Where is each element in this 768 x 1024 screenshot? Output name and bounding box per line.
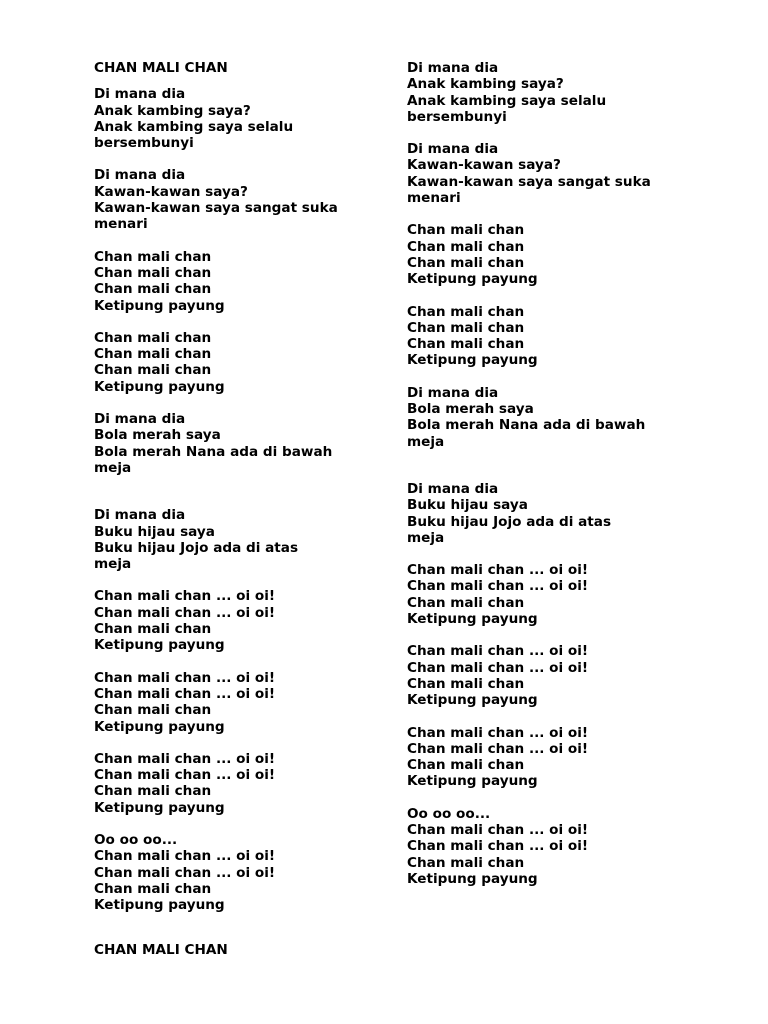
lyric-line: Di mana dia bbox=[407, 141, 499, 158]
lyric-line: Chan mali chan ... oi oi! bbox=[407, 724, 589, 741]
lyric-line: Chan mali chan ... oi oi! bbox=[94, 767, 276, 784]
lyric-line: Chan mali chan bbox=[407, 675, 525, 692]
lyric-line: Chan mali chan ... oi oi! bbox=[94, 669, 276, 686]
lyric-line: Ketipung payung bbox=[407, 611, 538, 628]
left-column bbox=[94, 60, 384, 929]
stanza bbox=[94, 86, 384, 151]
lyric-line: Chan mali chan bbox=[94, 329, 212, 346]
lyric-line: Chan mali chan bbox=[94, 346, 212, 363]
lyric-line: Di mana dia bbox=[94, 507, 186, 524]
lyric-line: Ketipung payung bbox=[407, 271, 538, 288]
lyric-line: Kawan-kawan saya? bbox=[407, 157, 561, 174]
lyric-line: Ketipung payung bbox=[94, 637, 225, 654]
lyric-line: Chan mali chan ... oi oi! bbox=[407, 659, 589, 676]
stanza bbox=[94, 167, 384, 232]
lyric-line: meja bbox=[94, 556, 132, 573]
stanza bbox=[407, 222, 707, 287]
lyric-line: Chan mali chan bbox=[94, 248, 212, 265]
lyric-line: Chan mali chan ... oi oi! bbox=[94, 685, 276, 702]
stanza bbox=[94, 832, 384, 913]
lyric-line: Chan mali chan ... oi oi! bbox=[94, 604, 276, 621]
lyric-line: menari bbox=[407, 190, 461, 207]
stanza bbox=[94, 249, 384, 314]
lyric-line: Oo oo oo... bbox=[94, 831, 178, 848]
lyric-line: Oo oo oo... bbox=[407, 805, 491, 822]
stanza bbox=[94, 507, 384, 572]
lyric-line: Kawan-kawan saya sangat suka bbox=[94, 200, 338, 217]
stanza bbox=[407, 725, 707, 790]
lyric-line: Buku hijau saya bbox=[407, 497, 528, 514]
left-stanza-list bbox=[94, 86, 384, 913]
song-title-footer: CHAN MALI CHAN bbox=[94, 942, 228, 958]
lyric-line: Bola merah Nana ada di bawah bbox=[94, 443, 333, 460]
lyric-line: Chan mali chan bbox=[407, 303, 525, 320]
lyric-line: Chan mali chan ... oi oi! bbox=[94, 750, 276, 767]
lyric-line: Chan mali chan bbox=[94, 702, 212, 719]
lyric-line: Ketipung payung bbox=[94, 897, 225, 914]
lyric-line: Chan mali chan bbox=[94, 621, 212, 638]
stanza bbox=[407, 304, 707, 369]
lyric-line: Bola merah saya bbox=[407, 401, 534, 418]
lyric-line: Di mana dia bbox=[94, 86, 186, 103]
lyric-line: meja bbox=[407, 433, 445, 450]
lyric-line: Ketipung payung bbox=[94, 378, 225, 395]
right-column bbox=[407, 60, 707, 903]
lyric-line: Chan mali chan ... oi oi! bbox=[94, 848, 276, 865]
lyric-line: Anak kambing saya selalu bbox=[407, 92, 607, 109]
lyric-line: Chan mali chan ... oi oi! bbox=[94, 588, 276, 605]
stanza bbox=[94, 588, 384, 653]
stanza bbox=[407, 141, 707, 206]
lyric-line: bersembunyi bbox=[407, 108, 507, 125]
lyric-line: Chan mali chan bbox=[407, 238, 525, 255]
lyric-line: Ketipung payung bbox=[94, 799, 225, 816]
right-stanza-list bbox=[407, 60, 707, 887]
stanza bbox=[94, 411, 384, 476]
lyric-line: Chan mali chan ... oi oi! bbox=[94, 864, 276, 881]
lyric-line: Chan mali chan bbox=[407, 594, 525, 611]
lyric-line: Di mana dia bbox=[407, 60, 499, 76]
stanza bbox=[407, 643, 707, 708]
lyric-line: Chan mali chan ... oi oi! bbox=[407, 562, 589, 579]
lyric-line: Chan mali chan bbox=[94, 783, 212, 800]
lyric-line: Anak kambing saya? bbox=[407, 76, 564, 93]
lyric-line: Chan mali chan bbox=[407, 336, 525, 353]
lyric-line: Chan mali chan bbox=[94, 264, 212, 281]
lyric-line: Bola merah saya bbox=[94, 427, 221, 444]
lyric-line: Buku hijau saya bbox=[94, 523, 215, 540]
stanza bbox=[407, 562, 707, 627]
lyric-line: meja bbox=[407, 529, 445, 546]
lyric-line: Chan mali chan bbox=[407, 319, 525, 336]
lyric-line: Chan mali chan bbox=[407, 222, 525, 239]
lyric-line: Chan mali chan ... oi oi! bbox=[407, 821, 589, 838]
lyric-line: Di mana dia bbox=[94, 167, 186, 184]
lyric-line: Chan mali chan bbox=[94, 880, 212, 897]
lyric-line: Ketipung payung bbox=[94, 718, 225, 735]
lyric-line: bersembunyi bbox=[94, 135, 194, 152]
stanza bbox=[407, 481, 707, 546]
lyric-line: Di mana dia bbox=[407, 480, 499, 497]
lyric-line: Chan mali chan ... oi oi! bbox=[407, 740, 589, 757]
lyric-line: Kawan-kawan saya sangat suka bbox=[407, 173, 651, 190]
stanza bbox=[94, 670, 384, 735]
lyric-line: Kawan-kawan saya? bbox=[94, 183, 248, 200]
lyric-line: Ketipung payung bbox=[94, 297, 225, 314]
lyric-line: Buku hijau Jojo ada di atas bbox=[407, 513, 612, 530]
lyric-line: Chan mali chan bbox=[407, 854, 525, 871]
stanza bbox=[94, 751, 384, 816]
lyric-line: Chan mali chan bbox=[94, 281, 212, 298]
stanza bbox=[407, 806, 707, 887]
lyric-line: Ketipung payung bbox=[407, 773, 538, 790]
lyric-line: meja bbox=[94, 459, 132, 476]
stanza bbox=[94, 330, 384, 395]
lyric-line: Chan mali chan bbox=[407, 254, 525, 271]
lyric-line: Chan mali chan bbox=[94, 362, 212, 379]
lyric-line: Ketipung payung bbox=[407, 352, 538, 369]
lyric-line: Chan mali chan bbox=[407, 757, 525, 774]
stanza bbox=[407, 60, 707, 125]
stanza bbox=[407, 385, 707, 450]
lyric-line: Di mana dia bbox=[407, 384, 499, 401]
song-title: CHAN MALI CHAN bbox=[94, 60, 228, 76]
lyric-line: Chan mali chan ... oi oi! bbox=[407, 578, 589, 595]
lyric-line: Anak kambing saya? bbox=[94, 102, 251, 119]
lyric-line: Di mana dia bbox=[94, 411, 186, 428]
lyric-line: Anak kambing saya selalu bbox=[94, 118, 294, 135]
lyric-line: Ketipung payung bbox=[407, 692, 538, 709]
lyric-line: Bola merah Nana ada di bawah bbox=[407, 417, 646, 434]
lyric-line: menari bbox=[94, 216, 148, 233]
lyric-line: Chan mali chan ... oi oi! bbox=[407, 838, 589, 855]
lyric-line: Ketipung payung bbox=[407, 870, 538, 887]
lyric-line: Buku hijau Jojo ada di atas bbox=[94, 539, 299, 556]
lyric-line: Chan mali chan ... oi oi! bbox=[407, 643, 589, 660]
